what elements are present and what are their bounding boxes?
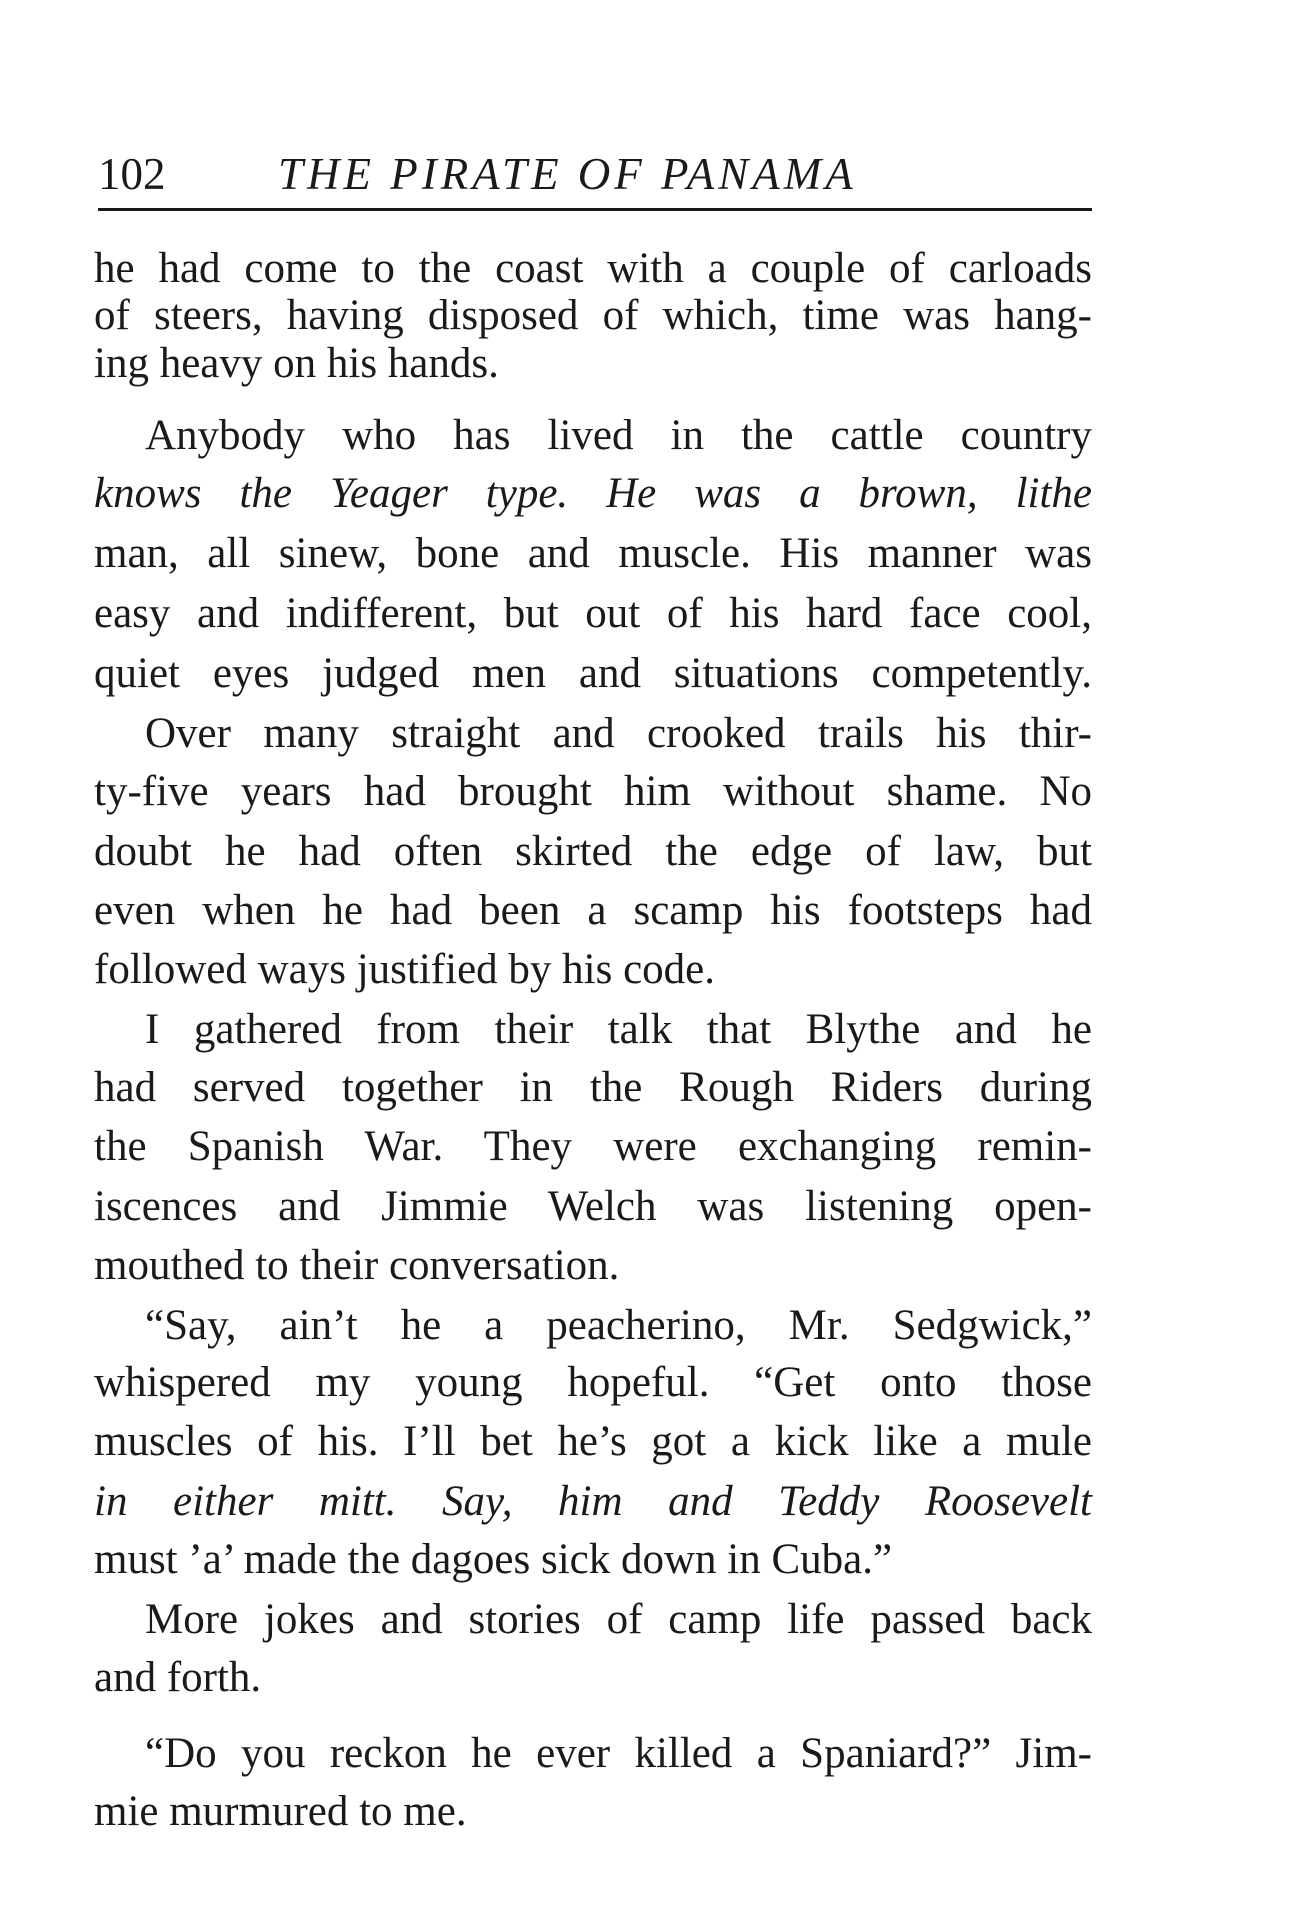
text-line: mie murmured to me. (94, 1788, 467, 1835)
text-line: had served together in the Rough Riders during (94, 1064, 1092, 1111)
text-line: man, all sinew, bone and muscle. His manner was (94, 530, 1092, 577)
text-line: followed ways justified by his code. (94, 946, 716, 993)
running-title: THE PIRATE OF PANAMA (278, 149, 857, 199)
paragraph-first-line: Anybody who has lived in the cattle country (145, 412, 1092, 459)
text-line: iscences and Jimmie Welch was listening open- (94, 1183, 1092, 1230)
text-line: doubt he had often skirted the edge of law, but (94, 828, 1092, 875)
text-line: whispered my young hopeful. “Get onto those (94, 1359, 1092, 1406)
text-line: muscles of his. I’ll bet he’s got a kick like a mule (94, 1418, 1092, 1465)
paragraph-first-line: Over many straight and crooked trails his thir- (145, 710, 1092, 757)
text-line: of steers, having disposed of which, time was hang- (94, 292, 1092, 339)
text-line: ing heavy on his hands. (94, 340, 499, 387)
running-header (98, 150, 1092, 211)
text-line: the Spanish War. They were exchanging remin- (94, 1123, 1092, 1170)
paragraph-first-line: “Say, ain’t he a peacherino, Mr. Sedgwick,” (145, 1302, 1092, 1349)
text-line: even when he had been a scamp his footsteps had (94, 887, 1092, 934)
page-number: 102 (98, 149, 166, 199)
text-line: easy and indifferent, but out of his hard face cool, (94, 590, 1092, 637)
paragraph-first-line: More jokes and stories of camp life passed back (145, 1596, 1092, 1643)
text-line: and forth. (94, 1654, 262, 1701)
text-line: must ’a’ made the dagoes sick down in Cuba.” (94, 1536, 893, 1583)
text-line-italic: in either mitt. Say, him and Teddy Roosevelt (94, 1478, 1092, 1525)
text-line: mouthed to their conversation. (94, 1242, 620, 1289)
text-line: he had come to the coast with a couple of carloads (94, 245, 1092, 292)
paragraph-first-line: I gathered from their talk that Blythe and he (145, 1006, 1092, 1053)
paragraph-first-line: “Do you reckon he ever killed a Spaniard?” Jim- (145, 1730, 1092, 1777)
text-line-italic: knows the Yeager type. He was a brown, lithe (94, 470, 1092, 517)
text-line: ty-five years had brought him without shame. No (94, 768, 1092, 815)
text-line: quiet eyes judged men and situations competently. (94, 650, 1092, 697)
